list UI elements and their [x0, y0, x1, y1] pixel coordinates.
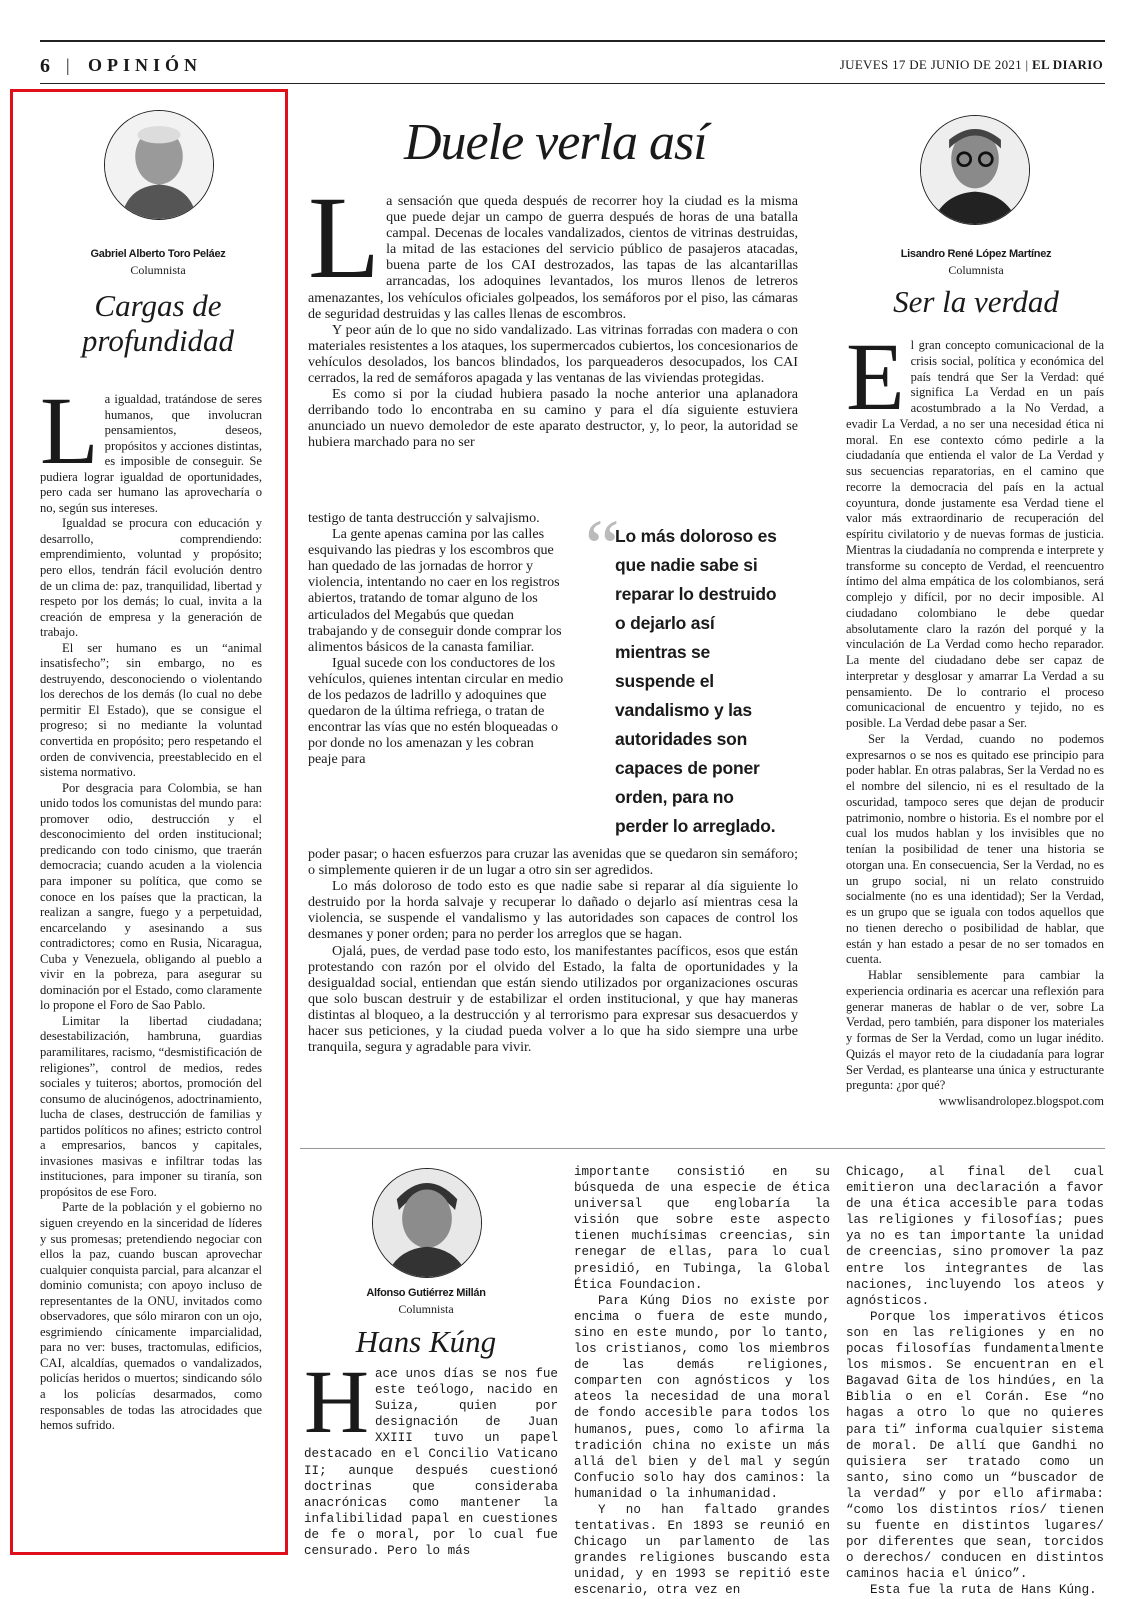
- quote-mark-icon: “: [585, 503, 620, 590]
- bottom-article-col1: [304, 1353, 558, 1559]
- drop-cap: L: [308, 172, 381, 303]
- paragraph: Ser la Verdad, cuando no podemos expresarnos o se nos es quitado ese principio para poder hablar. En otras palabras, Ser la Verdad no es el nombre del silencio, ni es el resultado de la oscuridad, tampoco seres que dejan de producir patrimonio, nombre o historia. Es el nombre por el cual los mudos hablan y los invisibles que no tenían la posibilidad de tener una historia se otorgan una. En consecuencia, Ser la Verdad, no es un grupo social, ni un relato construido socialmente (no es una identidad); Ser la Verdad, es un grupo que se iguala con todos aquellos que no tienen derecho o posibilidad de hablar, que están y han estado a pesar de no ser tomados en cuenta.: [846, 731, 1104, 967]
- paragraph: El ser humano es un “animal insatisfecho”; sin embargo, no es destruyendo, desconociendo o violentando los derechos de los demás (lo cual no debe permitir El Estado), que se consigue el progreso; si no mediante la voluntad convertida en propósito; pero respetando el orden de convivencia, preestablecido en el sistema normativo.: [40, 640, 262, 780]
- author-name: Lisandro René López Martínez: [900, 248, 1052, 260]
- column-title-line: profundidad: [81, 323, 235, 358]
- paragraph: Y peor aún de lo que no sido vandalizado. Las vitrinas forradas con madera o con materiales resistentes a los ataques, los supermercados cubiertos, los concesionarios de vehículos desolados, los bancos blindados, los parqueaderos desocupados, los CAI cerrados, la red de semáforos apagada y las ventanas de las viviendas protegidas.: [308, 321, 798, 387]
- header-top-rule: [40, 40, 1105, 42]
- paragraph: Porque los imperativos éticos son en las religiones y en no pocas filosofías fundamentalmente los mismos. Se encuentran en el Bagavad Gita de los hindúes, en la Biblia o en el Corán. Ese “no hagas a otro lo que no quieres para ti” informa cualquier sistema de moral. De allí que Gandhi no quisiera ser tratado como un santo, sino como un “buscador de la verdad” y por ello afirmaba: “como los distintos ríos/ tienen su fuente en distintos lugares/ por diferentes que sean, torcidos o derechos/ conducen en distintos caminos hacia el único”.: [846, 1309, 1104, 1582]
- issue-date: JUEVES 17 DE JUNIO DE 2021: [839, 57, 1022, 72]
- author-photo-lopez: [920, 115, 1030, 225]
- paragraph: a sensación que queda después de recorrer hoy la ciudad es la misma que puede dejar un campo de guerra después de horas de una batalla campal. Decenas de locales vandalizados, cientos de vitrinas destruidas, la mitad de las estaciones del servicio público de pasajeros atacadas, buena parte de los CAI destrozados, las tapas de las alcantarillas arrancadas, los adoquines levantados, los muros llenos de letreros amenazantes, los vehículos oficiales golpeados, los semáforos por el piso, las cámaras de seguridad destruidas y las calles llenas de escombros.: [308, 193, 798, 322]
- paragraph: Ojalá, pues, de verdad pase todo esto, los manifestantes pacíficos, esos que están protestando con razón por el olvido del Estado, la falta de oportunidades y la desigualdad social, entiendan que están siendo utilizados por organizaciones oscuras que solo buscan destruir y de estabilizar el orden institucional, y que hay maneras distintas al bloqueo, a la destrucción y al terrorismo para expresar sus desacuerdos y hacer sus peticiones, y la ciudad pueda volver a lo que ha sido siempre una urbe tranquila, segura y agradable para vivir.: [308, 942, 798, 1056]
- paragraph: importante consistió en su búsqueda de una especie de ética universal que englobaría la visión que sobre este aspecto tienen muchísimas creencias, sin renegar de ellas, para lo cual presidió, en Tubinga, la Global Ética Foundacion.: [574, 1165, 830, 1292]
- paragraph: Limitar la libertad ciudadana; desestabilización, hambruna, guardias paramilitares, racismo, “desmistificación de religiones”, control de medios, redes sociales y tuiteros; abortos, promoción del consumo de alucinógenos, adoctrinamiento, lucha de clases, destrucción de familias y partidos políticos no afines; estricto control a empresarios, bancos y capitales, invasiones masivas e infiltrar todas las instituciones, para imponer su tiranía, son propósitos de ese Foro.: [40, 1013, 262, 1199]
- section-divider: [300, 1148, 1105, 1149]
- pull-quote-text: Lo más doloroso es que nadie sabe si reparar lo destruido o dejarlo así mientras se suspende el vandalismo y las autoridades son capaces de poner orden, para no perder lo arreglado.: [615, 526, 777, 836]
- blog-url: wwwlisandrolopez.blogspot.com: [938, 1094, 1104, 1108]
- right-article-body: [846, 323, 1104, 1110]
- paragraph: ace unos días se nos fue este teólogo, nacido en Suiza, quien por designación de Juan XXIII tuvo un papel destacado en el Concilio Vaticano II; aunque después cuestionó doctrinas que consideraba anacrónicas como mantener la infalibilidad papal en cuestiones de fe o moral, por lo cual fue censurado. Pero lo más: [304, 1367, 558, 1559]
- paragraph: poder pasar; o hacen esfuerzos para cruzar las avenidas que se quedaron sin semáforo; o simplemente quieren ir de un lugar a otro sin ser agredidos.: [308, 846, 798, 879]
- drop-cap: E: [846, 323, 905, 430]
- paragraph: Hablar sensiblemente para cambiar la experiencia ordinaria es acercar una reflexión para generar maneras de hablar o de ver, sobre La Verdad, pero también, para disponer los materiales y formas de Ser la Verdad, como un lugar inédito. Quizás el mayor reto de la ciudadanía para lograr Ser Verdad, es plantearse una única y estructurante pregunta: ¿por qué?: [846, 968, 1104, 1093]
- column-title-line: Cargas de: [94, 288, 222, 323]
- drop-cap: L: [40, 377, 99, 484]
- section-name: OPINIÓN: [88, 55, 203, 75]
- paragraph: l gran concepto comunicacional de la crisis social, política y económica del país tendrá que Ser la Verdad: qué significa La Verdad en un país acostumbrado a la No Verdad, a evadir La Verdad, a no ser una necesidad ética ni moral. En ese contexto cómo pedirle a la ciudadanía que entienda el valor de La Verdad y sus secuencias reparatorias, en el camino que recorre la democracia del país en la actual coyuntura, donde justamente esa Verdad tiene el valor más extraordinario de recuperación del espíritu civilatorio y de nuevas formas de justicia. Mientras la ciudadanía no comprenda e interprete y transforme su concepto de Verdad, el reencuentro íntimo del alma empática de los colombianos, será complejo y difícil, por no decir imposible. Al ciudadano colombiano le debe quedar absolutamente claro la razón del porqué y la vinculación de La Verdad como hecho reparador. La mente del ciudadano debe ser capaz de interpretar y desglosar y amarrar La Verdad a su pensamiento. De lo contrario el proceso comunicacional de encuentro y tejido, no es posible. La Verdad debe pasar a Ser.: [846, 338, 1104, 730]
- paragraph: Por desgracia para Colombia, se han unido todos los comunistas del mundo para: promover odio, destrucción y el desconocimiento del orden institucional; predicando con todo cinismo, que traerán democracia; cuando acuden a la violencia para imponer su política, que como se conoce en los países que la practican, la realizan a sangre, fuego y a perpetuidad, encarcelando y asesinando a sus contradictores; como en Rusia, Nicaragua, Cuba y Venezuela, obligando al pueblo a vivir en la pobreza, para asegurar su dominación por el Estado, como claramente lo propone el Foro de Sao Pablo.: [40, 780, 262, 1013]
- dateline: [840, 57, 1103, 73]
- bottom-article-col3: [846, 1164, 1104, 1599]
- author-photo-toro: [104, 110, 214, 220]
- author-photo-gutierrez: [372, 1168, 482, 1278]
- page-number: 6: [40, 55, 50, 77]
- drop-cap: H: [304, 1353, 369, 1452]
- author-role: Columnista: [130, 263, 186, 277]
- column-title: Ser la verdad: [893, 284, 1059, 319]
- paragraph: Y no han faltado grandes tentativas. En 1893 se reunió en Chicago un parlamento de las grandes religiones buscando esta unidad, y en 1993 se repitió este escenario, otra vez en: [574, 1502, 830, 1598]
- paragraph: a igualdad, tratándose de seres humanos, que involucran pensamientos, deseos, propósitos y acciones distintas, es imposible de conseguir. Se pudiera lograr igualdad de oportunidades, pero cada ser humano las aprovecharía o no, según sus intereses.: [40, 392, 262, 515]
- left-article-body: [40, 377, 262, 1434]
- editorial-body-narrow: [308, 510, 566, 768]
- header-bottom-rule: [40, 83, 1105, 84]
- bottom-article-col2: [574, 1164, 830, 1599]
- paragraph: Para Kúng Dios no existe por encima o fuera de este mundo, sino en este mundo, por lo tanto, los cristianos, como los miembros de las demás religiones, comparten con agnósticos y los ateos la necesidad de una moral de fondo accesible para todos los humanos, pues, como lo afirma la tradición china no existe un más allá del bien y del mal y según Confucio solo hay dos caminos: la humanidad o la inhumanidad.: [574, 1293, 830, 1501]
- author-role: Columnista: [398, 1302, 454, 1316]
- pull-quote: [585, 522, 785, 841]
- column-title: [30, 288, 286, 358]
- editorial-headline: Duele verla así: [404, 114, 707, 171]
- paragraph: Igualdad se procura con educación y desarrollo, comprendiendo: emprendimiento, voluntad y propósito; pero ellos, tendrán fácil evolución dentro de un clima de: paz, tranquilidad, libertad y respeto por los demás; lo cual, invita a la creación de empresa y la generación de trabajo.: [40, 516, 262, 640]
- author-name: Alfonso Gutiérrez Millán: [366, 1287, 486, 1299]
- paragraph: Esta fue la ruta de Hans Kúng.: [870, 1583, 1097, 1598]
- paragraph: Lo más doloroso de todo esto es que nadie sabe si reparar al día siguiente lo destruido por la horda salvaje y recuperar lo dañado o dejarlo así mientras cesa la violencia, se suspende el vandalismo y las autoridades son capaces de control los desmanes y poner orden; para no perder los arreglos que se hagan.: [308, 878, 798, 943]
- author-role: Columnista: [948, 263, 1004, 277]
- paragraph: Parte de la población y el gobierno no siguen creyendo en la sinceridad de líderes y sus promesas; pretendiendo negociar con ellos la paz, cuando buscan aprovechar cualquier conquista parcial, para alcanzar el dominio comunista; con apoyo incluso de representantes de la ONU, invitados como observadores, que sólo miraron con un ojo, esgrimiendo cínicamente imparcialidad, para no ver: buses, tractomulas, edificios, CAI, alcaldías, quemados o vandalizados, policías heridos o muertos; sindicando sólo a los policías desarmados, como responsables de todas las atrocidades que hemos sufrido.: [40, 1200, 262, 1433]
- column-title: Hans Kúng: [355, 1324, 497, 1359]
- newspaper-name: EL DIARIO: [1032, 57, 1103, 72]
- paragraph: La gente apenas camina por las calles esquivando las piedras y los escombros que han quedado de las jornadas de horror y violencia, intentando no caer en los registros abiertos, tratando de tomar alguno de los articulados del Megabús que quedan trabajando y de conseguir donde comprar los alimentos básicos de la canasta familiar.: [308, 526, 562, 655]
- paragraph: Chicago, al final del cual emitieron una declaración a favor de una ética accesible para todas las religiones y filosofías; pues ya no es tan importante la unidad de creencias, sino promover la paz entre los integrantes de las naciones, incluyendo los ateos y agnósticos.: [846, 1165, 1104, 1308]
- header-separator: |: [66, 55, 70, 75]
- author-name: Gabriel Alberto Toro Peláez: [90, 248, 226, 260]
- editorial-body-bottom: [308, 846, 798, 1055]
- paragraph: Es como si por la ciudad hubiera pasado la noche anterior una aplanadora derribando todo lo encontraba en su camino y para el día siguiente estuviera anunciado un nuevo demoledor de este aparato destructor, y, lo peor, la autoridad se hubiera marchado para no ser: [308, 386, 798, 451]
- editorial-body-top: [308, 172, 798, 451]
- paragraph: testigo de tanta destrucción y salvajismo.: [308, 510, 540, 526]
- dateline-separator: |: [1025, 57, 1029, 72]
- paragraph: Igual sucede con los conductores de los vehículos, quienes intentan circular en medio de los pedazos de ladrillo y adoquines que quedaron de la última refriega, o tratan de encontrar las vías que no estén bloqueadas o por donde no los amenazan y les cobran peaje para: [308, 654, 564, 768]
